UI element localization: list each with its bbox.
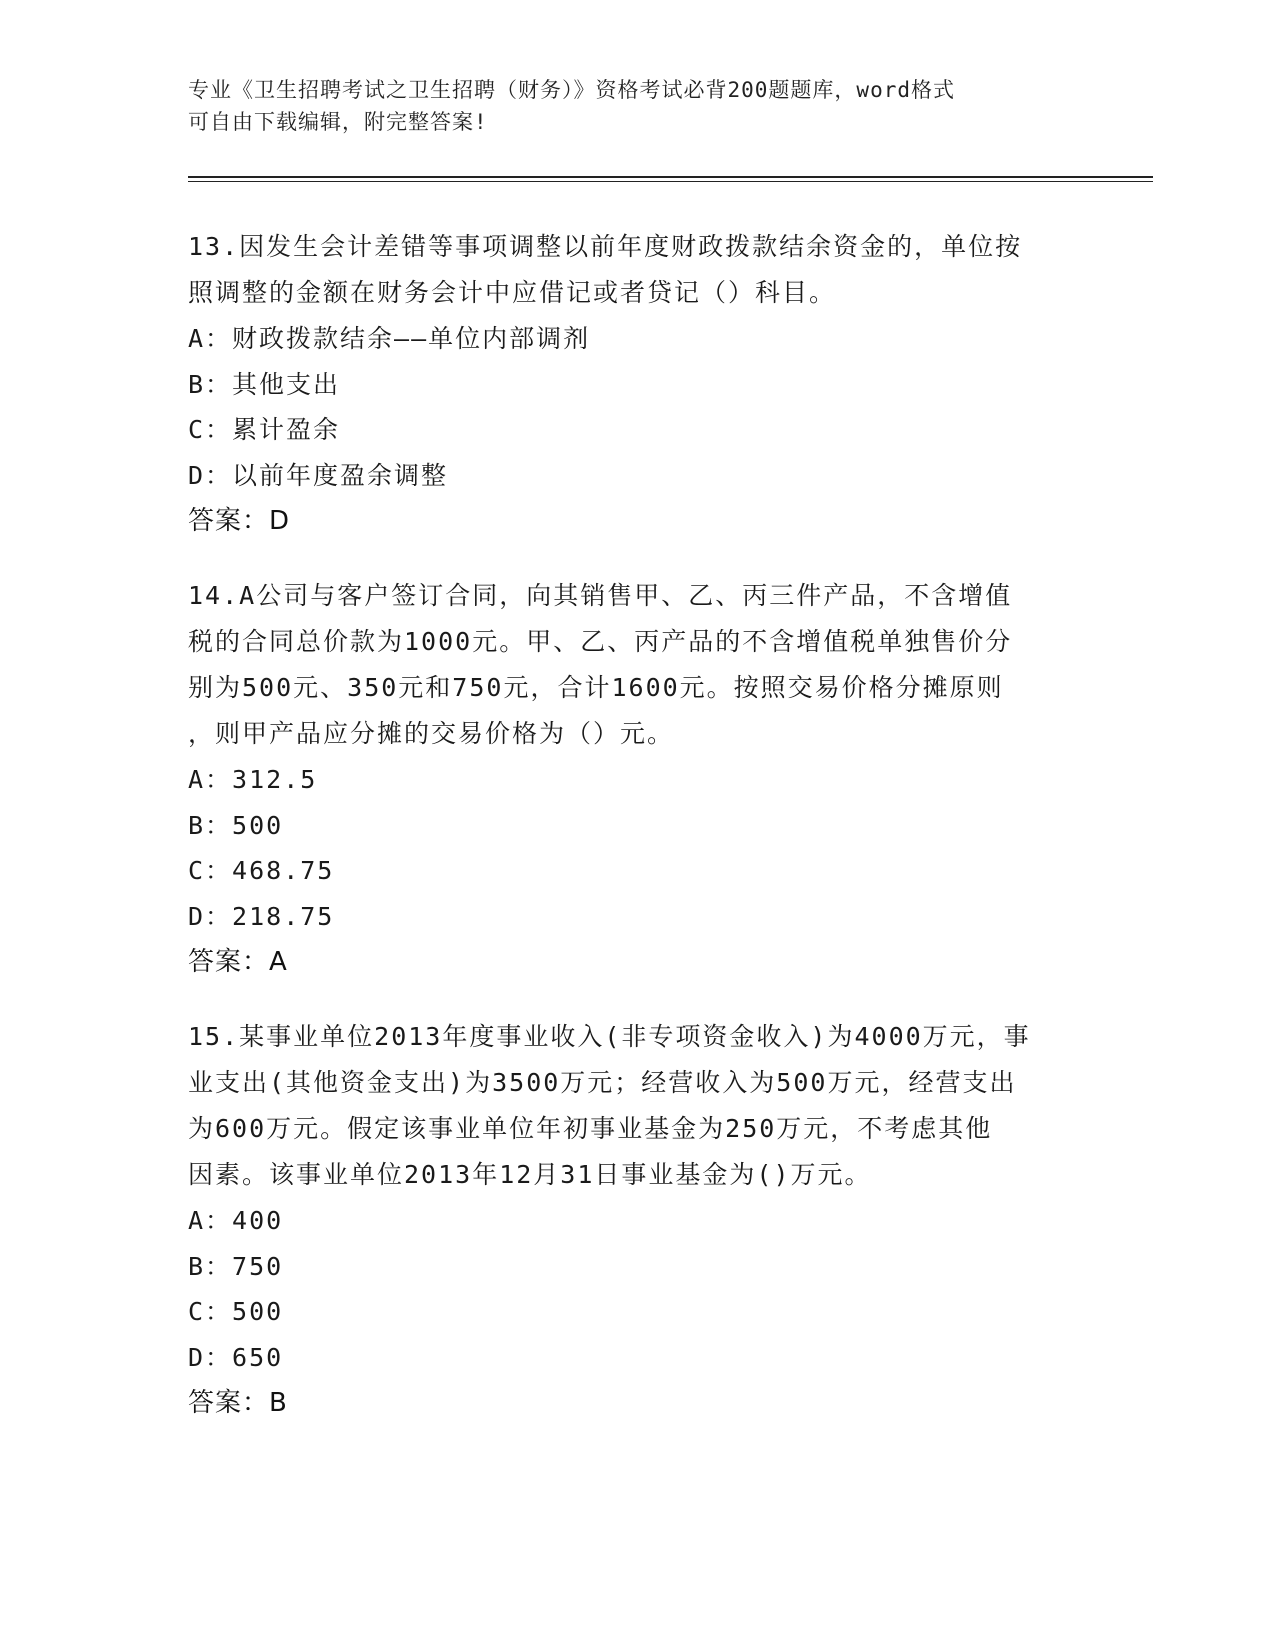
option-a: A：财政拨款结余——单位内部调剂 [188, 324, 591, 353]
header-line-2: 可自由下载编辑，附完整答案! [188, 110, 488, 134]
answer: 答案：D [188, 506, 291, 536]
answer: 答案：B [188, 1388, 288, 1418]
question-text-line: 13.因发生会计差错等事项调整以前年度财政拨款结余资金的，单位按 [188, 232, 1023, 261]
option-c: C：累计盈余 [188, 415, 341, 444]
document-header [188, 74, 1068, 138]
header-divider-thick [188, 176, 1153, 178]
answer: 答案：A [188, 947, 288, 977]
header-divider-thin [188, 181, 1153, 182]
question-14 [188, 573, 1068, 985]
option-d: D：218.75 [188, 901, 335, 931]
question-text-line: 为600万元。假定该事业单位年初事业基金为250万元，不考虑其他 [188, 1114, 993, 1143]
question-text-line: 15.某事业单位2013年度事业收入(非专项资金收入)为4000万元，事 [188, 1022, 1031, 1051]
question-text-line: 因素。该事业单位2013年12月31日事业基金为()万元。 [188, 1160, 872, 1189]
option-d: D：650 [188, 1342, 284, 1372]
question-text-line: ，则甲产品应分摊的交易价格为（）元。 [188, 719, 675, 748]
question-text-line: 照调整的金额在财务会计中应借记或者贷记（）科目。 [188, 278, 837, 307]
question-text-line: 别为500元、350元和750元，合计1600元。按照交易价格分摊原则 [188, 673, 1004, 702]
question-text-line: 业支出(其他资金支出)为3500万元；经营收入为500万元，经营支出 [188, 1068, 1017, 1097]
option-b: B：500 [188, 810, 284, 840]
option-b: B：其他支出 [188, 369, 341, 399]
option-b: B：750 [188, 1251, 284, 1281]
question-text-line: 14.A公司与客户签订合同，向其销售甲、乙、丙三件产品，不含增值 [188, 581, 1013, 610]
option-a: A：312.5 [188, 765, 318, 794]
question-13 [188, 224, 1068, 544]
header-line-1: 专业《卫生招聘考试之卫生招聘（财务）》资格考试必背200题题库，word格式 [188, 78, 955, 102]
option-a: A：400 [188, 1206, 284, 1235]
question-text-line: 税的合同总价款为1000元。甲、乙、丙产品的不含增值税单独售价分 [188, 627, 1013, 656]
option-c: C：468.75 [188, 856, 335, 885]
option-c: C：500 [188, 1297, 284, 1326]
option-d: D：以前年度盈余调整 [188, 460, 449, 490]
question-15 [188, 1014, 1068, 1426]
